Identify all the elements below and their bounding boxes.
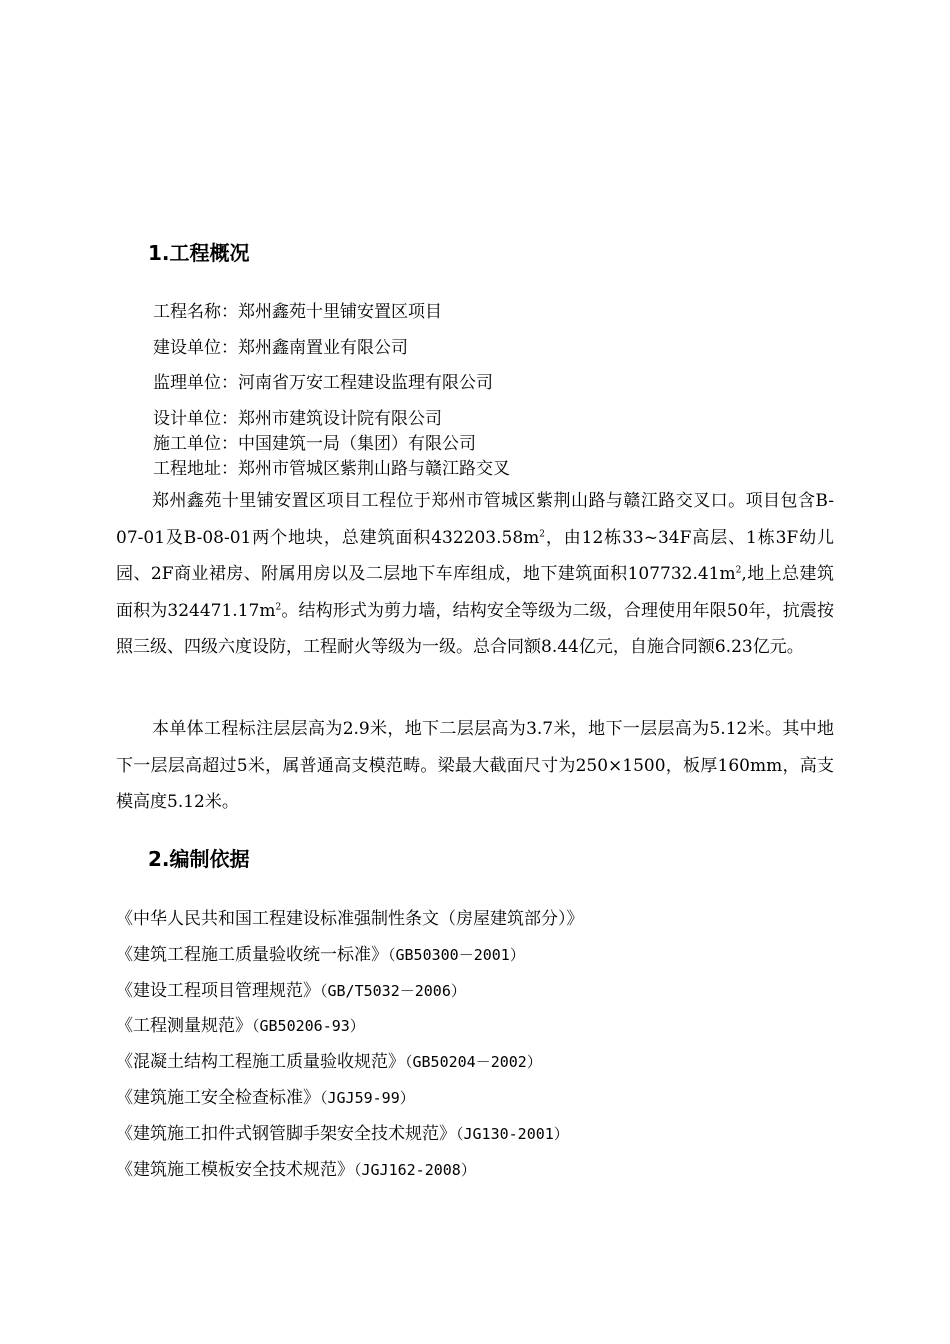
reference-item: 《建筑施工安全检查标准》（JGJ59-99） xyxy=(116,1087,415,1108)
address-line: 工程地址：郑州市管城区紫荆山路与赣江路交叉 xyxy=(153,459,510,479)
section-1-heading: 1.工程概况 xyxy=(148,241,250,265)
reference-item: 《中华人民共和国工程建设标准强制性条文（房屋建筑部分）》 xyxy=(116,909,584,929)
floor-height-paragraph: 本单体工程标注层层高为2.9米，地下二层层高为3.7米，地下一层层高为5.12米。其中地下一层层高超过5米，属普通高支模范畴。梁最大截面尺寸为250×1500，板厚160mm，高支模高度5.12米。 xyxy=(116,719,834,812)
section-2-heading: 2.编制依据 xyxy=(148,847,250,871)
contractor-line: 施工单位：中国建筑一局（集团）有限公司 xyxy=(153,434,476,454)
project-description-paragraph: 郑州鑫苑十里铺安置区项目工程位于郑州市管城区紫荆山路与赣江路交叉口。项目包含B-07-01及B-08-01两个地块，总建筑面积$432203.58m^2$，由12栋33~34F高层、1栋3F幼儿园、2F商业裙房、附属用房以及二层地下车库组成，地下建筑面积$107732.41m^2$,地上总建筑面积为$324471.17m^2$。结构形式为剪力墙，结构安全等级为二级，合理使用年限50年，抗震按照三级、四级六度设防，工程耐火等级为一级。总合同额8.44亿元，自施合同额6.23亿元。 xyxy=(116,491,834,657)
reference-item: 《建筑工程施工质量验收统一标准》（GB50300－2001） xyxy=(116,944,525,965)
project-name-line: 工程名称：郑州鑫苑十里铺安置区项目 xyxy=(153,302,442,322)
reference-item: 《建设工程项目管理规范》（GB/T5032－2006） xyxy=(116,980,466,1001)
reference-item: 《混凝土结构工程施工质量验收规范》（GB50204－2002） xyxy=(116,1052,542,1073)
designer-line: 设计单位：郑州市建筑设计院有限公司 xyxy=(153,409,442,429)
reference-item: 《建筑施工模板安全技术规范》（JGJ162-2008） xyxy=(116,1159,476,1180)
reference-item: 《工程测量规范》（GB50206-93） xyxy=(116,1016,365,1037)
supervisor-line: 监理单位：河南省万安工程建设监理有限公司 xyxy=(153,373,493,393)
reference-list xyxy=(116,904,584,1190)
reference-item: 《建筑施工扣件式钢管脚手架安全技术规范》（JG130-2001） xyxy=(116,1123,569,1144)
developer-line: 建设单位：郑州鑫南置业有限公司 xyxy=(153,338,408,358)
